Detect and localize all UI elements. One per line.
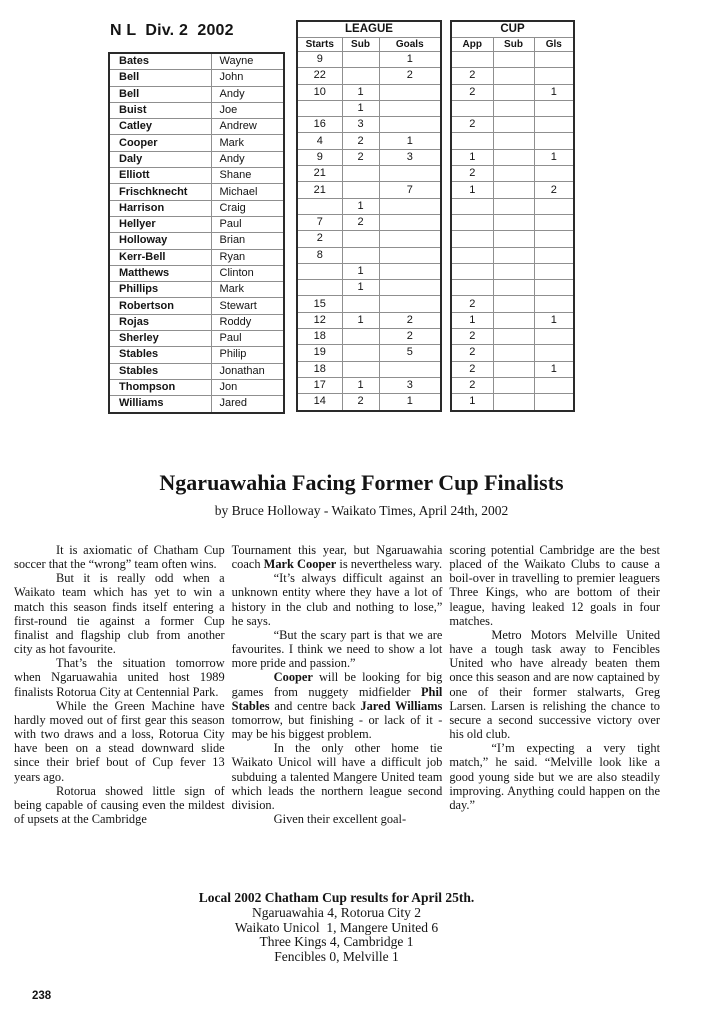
firstname-cell: Shane — [211, 168, 284, 184]
firstname-cell: Jared — [211, 396, 284, 413]
league-stat-cell — [379, 263, 441, 279]
article-paragraph: Rotorua showed little sign of being capable of causing even the mildest of upsets at the Cambridge — [14, 783, 225, 826]
cup-stat-cell: 1 — [451, 149, 493, 165]
league-stats-row — [297, 166, 441, 182]
league-stat-cell — [342, 166, 379, 182]
cup-stat-cell: 2 — [451, 166, 493, 182]
league-stat-cell — [342, 247, 379, 263]
article-paragraph: scoring potential Cambridge are the best placed of the Waikato Clubs to cause a boil-over in travelling to premier leaguers Three Kings, who are bottom of their league, having leaked 12 goals in four matches. — [449, 543, 661, 628]
article-columns — [14, 543, 660, 826]
bold-name: Mark Cooper — [263, 557, 337, 572]
cup-stat-cell — [534, 377, 574, 393]
firstname-cell: Wayne — [211, 53, 284, 70]
cup-stat-cell — [534, 296, 574, 312]
firstname-cell: Andy — [211, 151, 284, 167]
league-stat-cell — [379, 117, 441, 133]
surname-cell: Daly — [109, 151, 211, 167]
cup-stats-row — [451, 182, 574, 198]
article-paragraph: It is axiomatic of Chatham Cup soccer that the “wrong” team often wins. — [14, 543, 225, 572]
cup-stat-cell — [493, 263, 534, 279]
cup-stat-cell — [493, 312, 534, 328]
cup-stat-cell — [451, 263, 493, 279]
cup-stat-cell — [451, 280, 493, 296]
cup-stat-cell — [493, 214, 534, 230]
player-name-row — [109, 363, 284, 379]
surname-cell: Buist — [109, 102, 211, 118]
league-stat-cell: 2 — [342, 394, 379, 411]
league-stat-cell: 1 — [342, 377, 379, 393]
league-stat-cell — [342, 296, 379, 312]
firstname-cell: Ryan — [211, 249, 284, 265]
player-name-row — [109, 184, 284, 200]
cup-stat-cell — [493, 117, 534, 133]
surname-cell: Cooper — [109, 135, 211, 151]
cup-stat-cell: 1 — [534, 312, 574, 328]
league-stat-cell: 2 — [342, 214, 379, 230]
cup-stats-row — [451, 231, 574, 247]
surname-cell: Harrison — [109, 200, 211, 216]
league-stats-row — [297, 149, 441, 165]
league-stat-cell: 7 — [297, 214, 342, 230]
league-stat-cell — [342, 52, 379, 68]
cup-stat-cell — [534, 231, 574, 247]
cup-stat-cell — [493, 198, 534, 214]
firstname-cell: Roddy — [211, 314, 284, 330]
league-stat-cell — [379, 231, 441, 247]
article-paragraph: “It’s always difficult against an unknown entity where they have a lot of history in the club and nothing to lose,” he says. — [231, 571, 443, 628]
cup-stat-cell: 2 — [451, 377, 493, 393]
player-name-row — [109, 216, 284, 232]
cup-stat-cell — [493, 149, 534, 165]
cup-stat-cell — [493, 182, 534, 198]
league-stat-cell: 8 — [297, 247, 342, 263]
cup-stat-cell — [493, 329, 534, 345]
league-stat-cell — [297, 100, 342, 116]
league-stat-cell: 21 — [297, 182, 342, 198]
cup-stat-cell — [493, 394, 534, 411]
league-stat-cell: 17 — [297, 377, 342, 393]
surname-cell: Thompson — [109, 379, 211, 395]
league-stat-cell: 3 — [379, 149, 441, 165]
cup-stats-row — [451, 329, 574, 345]
surname-cell: Matthews — [109, 265, 211, 281]
league-stat-cell — [342, 361, 379, 377]
cup-stats-row — [451, 117, 574, 133]
cup-stat-cell: 2 — [451, 329, 493, 345]
cup-stats-row — [451, 345, 574, 361]
player-name-row — [109, 151, 284, 167]
league-stat-cell: 3 — [379, 377, 441, 393]
surname-cell: Stables — [109, 363, 211, 379]
surname-cell: Sherley — [109, 331, 211, 347]
cup-stats-row — [451, 84, 574, 100]
cup-column-header: App — [451, 38, 493, 52]
cup-stats-row — [451, 361, 574, 377]
league-column-header: Goals — [379, 38, 441, 52]
firstname-cell: Michael — [211, 184, 284, 200]
cup-stats-row — [451, 280, 574, 296]
league-stats-row — [297, 68, 441, 84]
cup-stats-row — [451, 247, 574, 263]
league-stat-cell: 1 — [379, 52, 441, 68]
cup-stat-cell — [493, 377, 534, 393]
league-stat-cell: 12 — [297, 312, 342, 328]
cup-column-header-row — [451, 38, 574, 52]
league-stat-cell: 16 — [297, 117, 342, 133]
cup-stat-cell: 2 — [451, 68, 493, 84]
cup-stat-cell — [451, 198, 493, 214]
league-stats-row — [297, 182, 441, 198]
league-stat-cell: 2 — [342, 133, 379, 149]
league-stat-cell: 18 — [297, 361, 342, 377]
league-stats-row — [297, 247, 441, 263]
cup-stat-cell: 1 — [451, 182, 493, 198]
player-name-row — [109, 249, 284, 265]
league-stat-cell: 15 — [297, 296, 342, 312]
firstname-cell: Andy — [211, 86, 284, 102]
league-stat-cell: 1 — [379, 394, 441, 411]
firstname-cell: Paul — [211, 331, 284, 347]
cup-stat-cell — [493, 133, 534, 149]
surname-cell: Robertson — [109, 298, 211, 314]
article-paragraph: Cooper will be looking for big games from nuggety midfielder Phil Stables and centre back Jared Williams tomorrow, but finishing - or lack of it - may be his biggest problem. — [231, 670, 443, 742]
cup-stat-cell: 2 — [534, 182, 574, 198]
player-name-row — [109, 298, 284, 314]
cup-stat-cell — [493, 345, 534, 361]
player-name-row — [109, 86, 284, 102]
cup-stat-cell — [534, 52, 574, 68]
league-stats-row — [297, 84, 441, 100]
league-stats-row — [297, 52, 441, 68]
player-name-row — [109, 233, 284, 249]
cup-stats-row — [451, 198, 574, 214]
league-stat-cell — [379, 214, 441, 230]
cup-stats-row — [451, 377, 574, 393]
league-stat-cell — [379, 84, 441, 100]
article-title: Ngaruawahia Facing Former Cup Finalists — [159, 470, 564, 495]
surname-cell: Bates — [109, 53, 211, 70]
league-stat-cell — [297, 263, 342, 279]
league-stat-cell — [379, 247, 441, 263]
bold-name: Jared Williams — [360, 698, 443, 713]
result-line: Three Kings 4, Cambridge 1 — [259, 934, 414, 950]
league-stat-cell: 1 — [342, 263, 379, 279]
surname-cell: Catley — [109, 119, 211, 135]
surname-cell: Bell — [109, 86, 211, 102]
article-column-2 — [232, 543, 443, 826]
surname-cell: Elliott — [109, 168, 211, 184]
league-stat-cell: 2 — [379, 68, 441, 84]
firstname-cell: Jonathan — [211, 363, 284, 379]
league-stats-row — [297, 117, 441, 133]
cup-stat-cell — [534, 198, 574, 214]
league-stats-row — [297, 214, 441, 230]
firstname-cell: John — [211, 70, 284, 86]
league-stats-row — [297, 361, 441, 377]
league-stat-cell: 1 — [342, 280, 379, 296]
league-stat-cell — [379, 280, 441, 296]
cup-stats-row — [451, 68, 574, 84]
league-stat-cell: 22 — [297, 68, 342, 84]
surname-cell: Holloway — [109, 233, 211, 249]
league-stat-cell — [297, 280, 342, 296]
cup-stats-row — [451, 149, 574, 165]
player-name-row — [109, 119, 284, 135]
league-stat-cell: 2 — [297, 231, 342, 247]
league-stat-cell — [379, 100, 441, 116]
surname-cell: Phillips — [109, 282, 211, 298]
article-paragraph: Tournament this year, but Ngaruawahia coach Mark Cooper is nevertheless wary. — [231, 543, 443, 572]
firstname-cell: Philip — [211, 347, 284, 363]
article-column-3 — [449, 543, 660, 826]
cup-stat-cell — [534, 100, 574, 116]
bold-name: Phil Stables — [231, 684, 443, 713]
surname-cell: Williams — [109, 396, 211, 413]
cup-stats-row — [451, 214, 574, 230]
cup-stat-cell — [534, 247, 574, 263]
result-line: Waikato Unicol 1, Mangere United 6 — [234, 919, 439, 935]
player-name-row — [109, 70, 284, 86]
cup-stat-cell: 2 — [451, 361, 493, 377]
surname-cell: Bell — [109, 70, 211, 86]
cup-stats-table — [450, 20, 575, 412]
player-name-row — [109, 200, 284, 216]
result-line: Ngaruawahia 4, Rotorua City 2 — [251, 904, 422, 920]
player-name-row — [109, 265, 284, 281]
firstname-cell: Joe — [211, 102, 284, 118]
cup-stats-row — [451, 394, 574, 411]
league-stat-cell — [342, 68, 379, 84]
league-stat-cell — [379, 361, 441, 377]
roster-title: N L Div. 2 2002 — [110, 22, 234, 39]
cup-stats-row — [451, 166, 574, 182]
league-stats-row — [297, 394, 441, 411]
article-paragraph: “I’m expecting a very tight match,” he said. “Melville look like a good young side but we are also steadily improving. Anything could happen on the day.” — [449, 741, 661, 812]
cup-stat-cell — [493, 361, 534, 377]
player-name-row — [109, 168, 284, 184]
cup-stat-cell: 2 — [451, 117, 493, 133]
league-stat-cell — [379, 198, 441, 214]
cup-stat-cell: 1 — [451, 312, 493, 328]
cup-stat-cell — [534, 68, 574, 84]
league-stats-row — [297, 296, 441, 312]
league-stat-cell: 1 — [342, 312, 379, 328]
cup-stat-cell — [493, 100, 534, 116]
surname-cell: Kerr-Bell — [109, 249, 211, 265]
league-stats-row — [297, 345, 441, 361]
firstname-cell: Paul — [211, 216, 284, 232]
article-paragraph: But it is really odd when a Waikato team which has yet to win a match this season finds itself entering a first-round tie against a former Cup finalist and flagship club from another city as hot favourite. — [14, 571, 225, 657]
article-paragraph: In the only other home tie Waikato Unicol will have a difficult job subduing a talented Mangere United team which leads the northern league second division. — [231, 741, 443, 812]
firstname-cell: Clinton — [211, 265, 284, 281]
cup-stats-row — [451, 100, 574, 116]
results-heading: Local 2002 Chatham Cup results for April 25th. — [198, 890, 475, 905]
article-paragraph: Metro Motors Melville United have a tough task away to Fencibles United who have already beaten them once this season and are now captained by one of their former stalwarts, Greg Larsen. Larsen is relishing the chance to secure a second successive victory over his old club. — [449, 627, 661, 742]
league-stats-row — [297, 312, 441, 328]
league-stat-cell: 10 — [297, 84, 342, 100]
cup-column-header: Sub — [493, 38, 534, 52]
league-column-header: Sub — [342, 38, 379, 52]
league-stat-cell: 7 — [379, 182, 441, 198]
cup-stat-cell — [534, 117, 574, 133]
league-stat-cell: 9 — [297, 149, 342, 165]
league-stat-cell: 3 — [342, 117, 379, 133]
article-byline: by Bruce Holloway - Waikato Times, April 24th, 2002 — [214, 503, 509, 518]
firstname-cell: Brian — [211, 233, 284, 249]
league-column-header-row — [297, 38, 441, 52]
firstname-cell: Mark — [211, 135, 284, 151]
cup-stat-cell — [534, 329, 574, 345]
cup-stat-cell — [493, 84, 534, 100]
league-stat-cell: 2 — [342, 149, 379, 165]
firstname-cell: Craig — [211, 200, 284, 216]
cup-stat-cell: 1 — [534, 361, 574, 377]
results-lines — [14, 906, 659, 965]
cup-stat-cell: 2 — [451, 296, 493, 312]
player-name-row — [109, 53, 284, 70]
cup-stat-cell — [534, 166, 574, 182]
firstname-cell: Stewart — [211, 298, 284, 314]
league-stat-cell: 9 — [297, 52, 342, 68]
cup-stat-cell — [451, 231, 493, 247]
league-stats-row — [297, 377, 441, 393]
league-stat-cell: 1 — [342, 100, 379, 116]
league-column-header: Starts — [297, 38, 342, 52]
player-names-table — [108, 52, 285, 414]
cup-stat-cell: 2 — [451, 345, 493, 361]
cup-stat-cell — [451, 100, 493, 116]
cup-stat-cell: 1 — [534, 149, 574, 165]
league-stat-cell — [379, 166, 441, 182]
article-paragraph: While the Green Machine have hardly moved out of first gear this season with two draws and a loss, Rotorua City have been on a stead downward slide since their brief bout of Cup fever 13 years ago. — [14, 698, 225, 784]
cup-stat-cell — [493, 166, 534, 182]
results-block — [14, 891, 659, 965]
cup-stat-cell — [493, 231, 534, 247]
league-stats-table — [296, 20, 442, 412]
league-stat-cell — [342, 231, 379, 247]
player-name-row — [109, 331, 284, 347]
cup-header-label: CUP — [451, 21, 574, 38]
league-stat-cell — [342, 329, 379, 345]
firstname-cell: Jon — [211, 379, 284, 395]
league-stats-row — [297, 198, 441, 214]
league-stats-row — [297, 329, 441, 345]
player-name-row — [109, 102, 284, 118]
player-name-row — [109, 396, 284, 413]
cup-stat-cell — [534, 214, 574, 230]
league-stat-cell: 1 — [342, 84, 379, 100]
league-stat-cell: 2 — [379, 329, 441, 345]
league-stat-cell: 14 — [297, 394, 342, 411]
league-stat-cell — [342, 182, 379, 198]
cup-stat-cell — [451, 133, 493, 149]
league-stats-row — [297, 133, 441, 149]
cup-stat-cell — [493, 280, 534, 296]
league-stat-cell: 19 — [297, 345, 342, 361]
cup-stat-cell: 2 — [451, 84, 493, 100]
firstname-cell: Andrew — [211, 119, 284, 135]
result-line: Fencibles 0, Melville 1 — [274, 949, 399, 965]
league-stat-cell: 1 — [342, 198, 379, 214]
cup-column-header: Gls — [534, 38, 574, 52]
league-stats-row — [297, 263, 441, 279]
player-name-row — [109, 379, 284, 395]
surname-cell: Rojas — [109, 314, 211, 330]
cup-stat-cell — [534, 133, 574, 149]
player-name-row — [109, 347, 284, 363]
league-stat-cell: 1 — [379, 133, 441, 149]
cup-stat-cell: 1 — [534, 84, 574, 100]
league-stat-cell — [297, 198, 342, 214]
league-stat-cell: 5 — [379, 345, 441, 361]
player-name-row — [109, 282, 284, 298]
league-stat-cell — [342, 345, 379, 361]
league-stat-cell: 21 — [297, 166, 342, 182]
cup-stats-row — [451, 263, 574, 279]
league-header-label: LEAGUE — [297, 21, 441, 38]
cup-stats-row — [451, 52, 574, 68]
article-column-1 — [14, 543, 225, 826]
cup-stat-cell — [534, 280, 574, 296]
cup-stat-cell — [534, 394, 574, 411]
player-name-row — [109, 135, 284, 151]
cup-stats-row — [451, 296, 574, 312]
league-stats-row — [297, 100, 441, 116]
cup-stat-cell — [451, 214, 493, 230]
league-stat-cell: 4 — [297, 133, 342, 149]
league-stat-cell: 18 — [297, 329, 342, 345]
cup-stat-cell — [451, 247, 493, 263]
league-stats-row — [297, 231, 441, 247]
firstname-cell: Mark — [211, 282, 284, 298]
cup-stat-cell — [534, 263, 574, 279]
article-paragraph: Given their excellent goal- — [273, 811, 407, 826]
cup-stat-cell — [493, 68, 534, 84]
article-paragraph: That’s the situation tomorrow when Ngaruawahia united host 1989 finalists Rotorua City at Centennial Park. — [14, 656, 225, 699]
cup-stats-row — [451, 133, 574, 149]
article-paragraph: “But the scary part is that we are favourites. I think we need to show a lot more pride and passion.” — [231, 627, 443, 671]
league-stats-row — [297, 280, 441, 296]
cup-stat-cell — [493, 296, 534, 312]
league-stat-cell: 2 — [379, 312, 441, 328]
player-name-row — [109, 314, 284, 330]
bold-name: Cooper — [273, 670, 313, 685]
cup-stats-row — [451, 312, 574, 328]
cup-stat-cell — [451, 52, 493, 68]
cup-stat-cell — [534, 345, 574, 361]
surname-cell: Stables — [109, 347, 211, 363]
league-stat-cell — [379, 296, 441, 312]
cup-stat-cell — [493, 52, 534, 68]
cup-stat-cell — [493, 247, 534, 263]
page-number: 238 — [32, 990, 52, 1002]
cup-stat-cell: 1 — [451, 394, 493, 411]
surname-cell: Hellyer — [109, 216, 211, 232]
surname-cell: Frischknecht — [109, 184, 211, 200]
